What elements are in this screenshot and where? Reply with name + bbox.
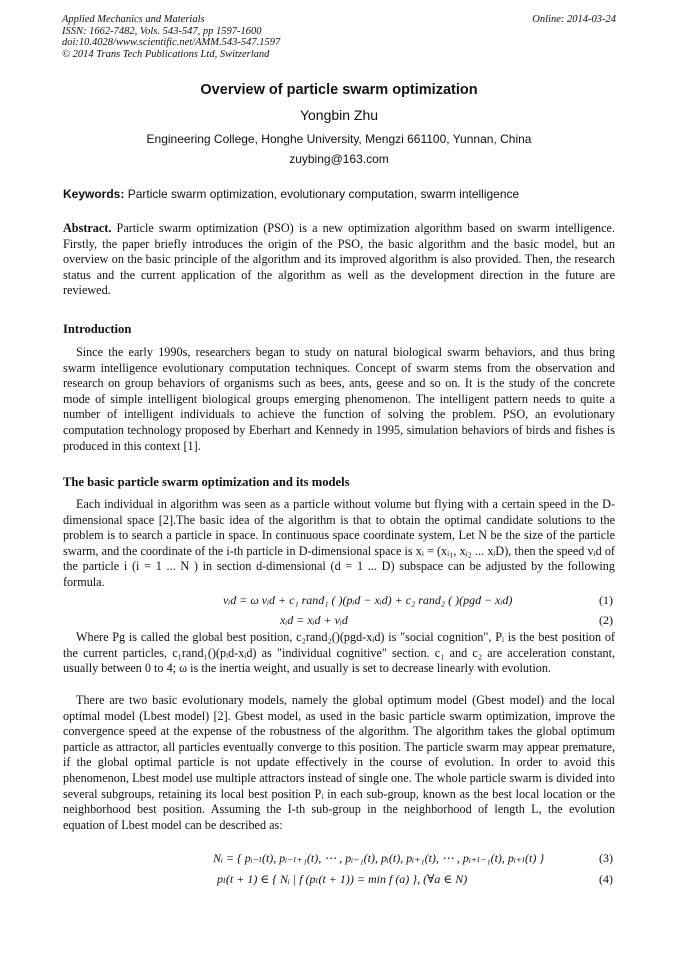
equation-1-body: vᵢd = ω vᵢd + c₁ rand₁ ( )(pᵢd − xᵢd) + c₂ rand₂ ( )(pgd − xᵢd) <box>223 593 513 607</box>
online-date: Online: 2014-03-24 <box>532 14 616 25</box>
keywords-text: Particle swarm optimization, evolutionary computation, swarm intelligence <box>127 187 520 201</box>
equation-3 <box>63 851 615 867</box>
abstract-label: Abstract. <box>63 221 112 235</box>
equation-4 <box>63 872 615 888</box>
equation-4-body: pₗ(t + 1) ∈ { Nᵢ | f (pₗ(t + 1)) = min f (a) }, (∀a ∈ N) <box>217 872 468 886</box>
author-email: zuybing@163.com <box>289 152 389 166</box>
introduction-paragraph: Since the early 1990s, researchers began to study on natural biological swarm behaviors, and thus bring swarm intelligence evolutionary computation techniques. Concept of swarm stems from the observation and research on group behaviors of organisms such as bees, ants, geese and so on. It is the study of the concrete mode of simple intelligent biological groups emerging phenomenon. The intelligent pattern needs to quite a number of intelligent individuals to achieve the function of solving the problem. PSO, an evolutionary computation technology proposed by Eberhart and Kennedy in 1995, simulation behaviors of birds and fishes is produced in this context [1]. <box>63 345 615 453</box>
abstract <box>63 221 615 299</box>
basic-paragraph-2: Where Pg is called the global best position, c₂rand₂()(pgd-xᵢd) is "social cognition", Pᵢ is the best position of the current particles, c₁rand₁()(pᵢd-xᵢd) as "individual cognitive" section. c₁ and c₂ are acceleration constant, usually between 0 to 4; ω is the inertia weight, and usually is set to decrease linearly with evolution. <box>63 630 615 676</box>
copyright-line: © 2014 Trans Tech Publications Ltd, Switzerland <box>62 48 270 60</box>
keywords-label: Keywords: <box>63 187 125 201</box>
affiliation: Engineering College, Honghe University, Mengzi 661100, Yunnan, China <box>146 132 532 146</box>
basic-paragraph-1: Each individual in algorithm was seen as a particle without volume but flying with a certain speed in the D-dimensional space [2].The basic idea of the algorithm is that to obtain the optimal candidate solutions to the problem is to search a particle in space. In continuous space coordinate system, Let N be the size of the particle swarm, and the coordinate of the i-th particle in D-dimensional space is xᵢ = (xᵢ₁, xᵢ₂ ... xᵢD), then the speed vᵢd of the particle i (i = 1 ... N ) in section d-dimensional (d = 1 ... D) subspace can be adjusted by the following formula. <box>63 497 615 589</box>
equation-4-number: (4) <box>599 872 613 886</box>
doi-line: doi:10.4028/www.scientific.net/AMM.543-547.1597 <box>62 37 281 49</box>
equation-1-number: (1) <box>599 593 613 607</box>
section-heading-basic-pso: The basic particle swarm optimization and its models <box>63 475 350 489</box>
paper-title: Overview of particle swarm optimization <box>200 82 478 98</box>
equation-3-number: (3) <box>599 851 613 865</box>
equation-2 <box>63 613 615 629</box>
equation-1 <box>63 593 615 609</box>
abstract-text: Particle swarm optimization (PSO) is a new optimization algorithm based on swarm intelligence. Firstly, the paper briefly introduces the origin of the PSO, the basic algorithm and the basic model, but an overview on the basic principle of the algorithm and its improved algorithm is also provided. Then, the research status and the current application of the algorithm as well as the development direction in the future are reviewed. <box>63 221 616 298</box>
equation-2-body: xᵢd = xᵢd + vᵢd <box>280 613 348 627</box>
basic-paragraph-3: There are two basic evolutionary models, namely the global optimum model (Gbest model) and the local optimal model (Lbest model) [2]. Gbest model, as used in the basic particle swarm optimization, improve the convergence speed at the expense of the robustness of the algorithm. The algorithm takes the global optimum particle as attractor, all particles eventually converge to this position. The particle swarm may appear premature, if the global optimal particle is not update effectively in the course of evolution. In order to avoid this phenomenon, Lbest model use multiple attractors instead of single one. The whole particle swarm is divided into several subgroups, retaining its local best position Pᵢ in each sub-group, known as the best local location or the neighborhood best position. Assuming the I-th sub-group in the neighborhood of length L, the evolution equation of Lbest model can be described as: <box>63 693 615 832</box>
keywords <box>63 187 615 201</box>
author-name: Yongbin Zhu <box>299 107 379 123</box>
section-heading-introduction: Introduction <box>63 322 132 336</box>
journal-header <box>62 14 616 60</box>
journal-name: Applied Mechanics and Materials <box>62 14 205 25</box>
equation-3-body: Nᵢ = { pᵢ₋ₗ(t), pᵢ₋ₗ₊₁(t), ⋯ , pᵢ₋₁(t), pᵢ(t), pᵢ₊₁(t), ⋯ , pᵢ₊ₗ₋₁(t), pᵢ₊ₗ(t) } <box>213 851 545 865</box>
issn-line: ISSN: 1662-7482, Vols. 543-547, pp 1597-1600 <box>62 25 262 37</box>
equation-2-number: (2) <box>599 613 613 627</box>
